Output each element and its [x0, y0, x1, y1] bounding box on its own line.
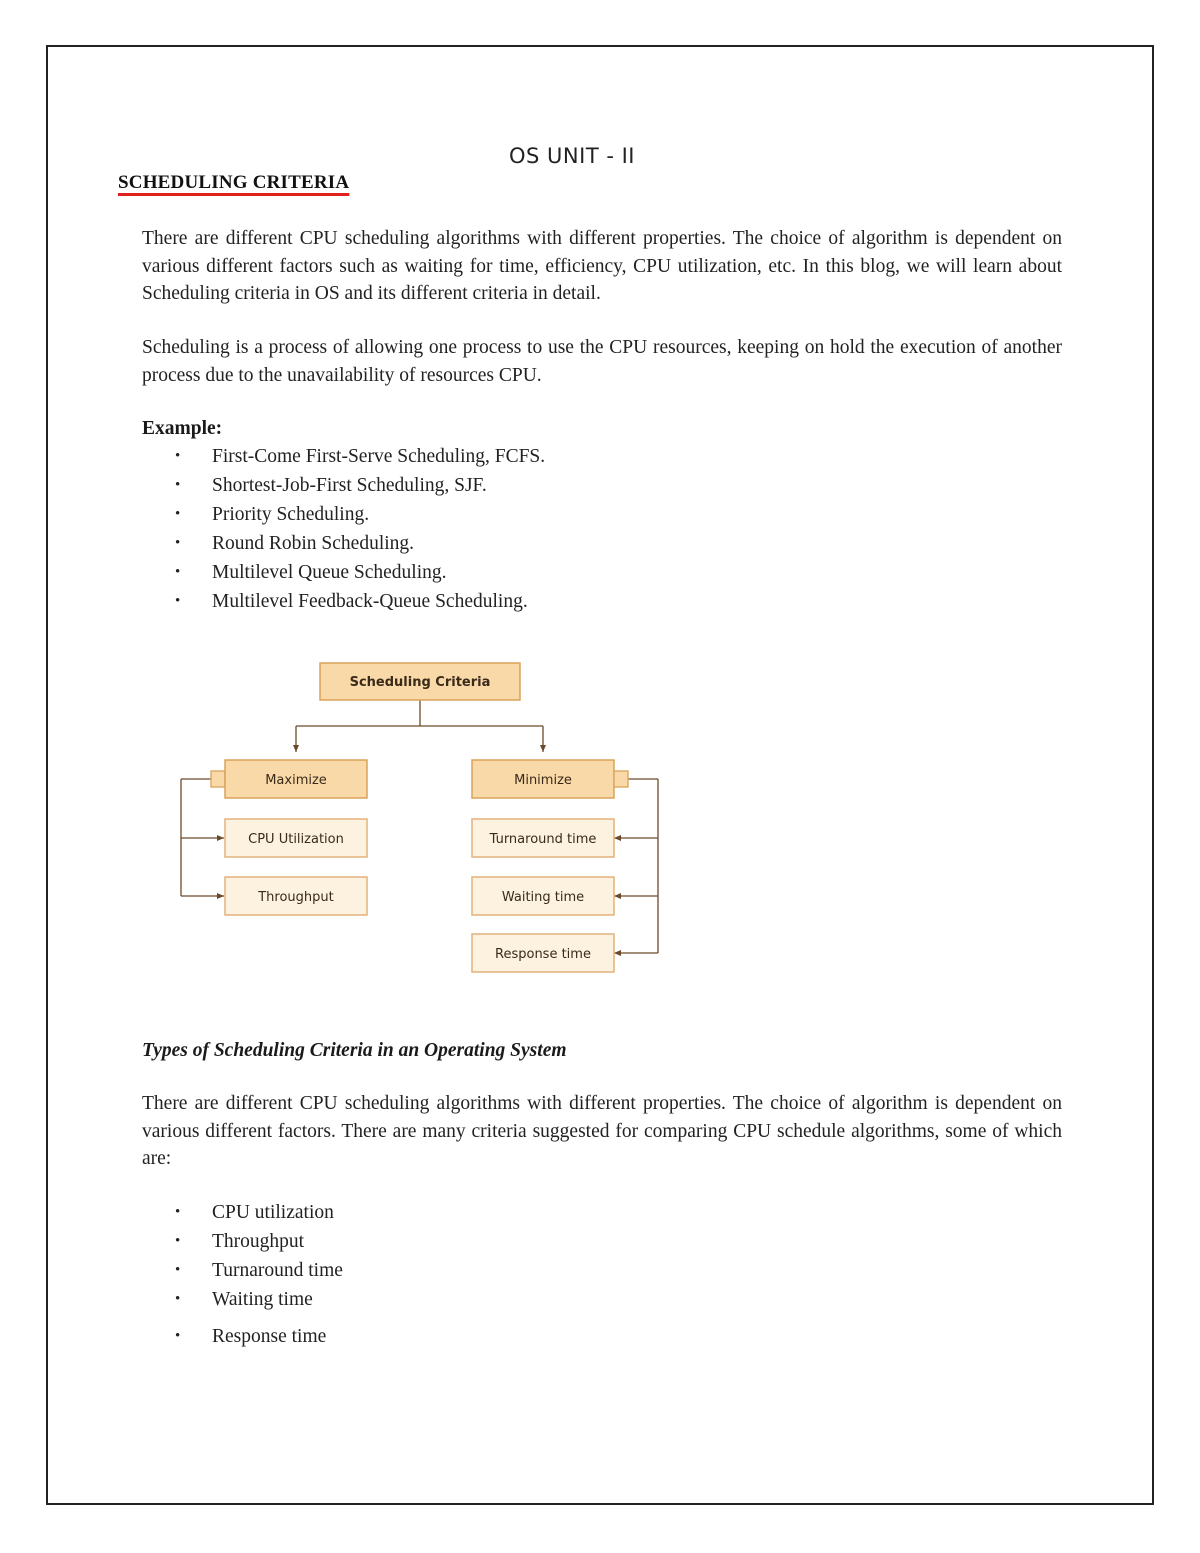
bullet-icon: • [175, 1233, 181, 1249]
list-item: • Shortest-Job-First Scheduling, SJF. [142, 471, 545, 500]
minimize-node-label: Minimize [514, 773, 572, 788]
list-item: • First-Come First-Serve Scheduling, FCFS. [142, 442, 545, 471]
bullet-icon: • [175, 1291, 181, 1307]
types-heading: Types of Scheduling Criteria in an Operating System [142, 1040, 567, 1061]
list-item: • Response time [142, 1322, 343, 1351]
example-label: Example: [142, 418, 223, 439]
bullet-icon: • [175, 564, 181, 580]
list-item: • Round Robin Scheduling. [142, 529, 545, 558]
unit-title: OS UNIT - II [509, 144, 635, 168]
bullet-icon: • [175, 1328, 181, 1344]
maximize-node-label: Maximize [265, 773, 327, 788]
list-item: • CPU utilization [142, 1198, 343, 1227]
types-paragraph: There are different CPU scheduling algorithms with different properties. The choice of algorithm is dependent on various different factors. There are many criteria suggested for comparing CPU schedule algorithms, some of which are: [142, 1093, 1062, 1169]
maximize-tab [211, 771, 225, 787]
bullet-icon: • [175, 535, 181, 551]
list-item: • Turnaround time [142, 1256, 343, 1285]
waiting-time-label: Waiting time [501, 890, 585, 905]
section-heading: SCHEDULING CRITERIA [118, 172, 350, 193]
minimize-tab [614, 771, 628, 787]
bullet-icon: • [175, 1262, 181, 1278]
throughput-label: Throughput [258, 890, 334, 905]
list-item: • Multilevel Queue Scheduling. [142, 558, 545, 587]
intro-paragraph-2: Scheduling is a process of allowing one process to use the CPU resources, keeping on hold the execution of another process due to the unavailability of resources CPU. [142, 337, 1062, 386]
bullet-icon: • [175, 1204, 181, 1220]
list-item: • Throughput [142, 1227, 343, 1256]
list-item: • Priority Scheduling. [142, 500, 545, 529]
bullet-icon: • [175, 448, 181, 464]
scheduling-criteria-diagram [178, 660, 668, 980]
root-node-label: Scheduling Criteria [349, 675, 491, 690]
criteria-list [142, 1198, 343, 1351]
list-item: • Waiting time [142, 1285, 343, 1314]
turnaround-time-label: Turnaround time [489, 832, 597, 847]
response-time-label: Response time [495, 947, 591, 962]
bullet-icon: • [175, 593, 181, 609]
list-item: • Multilevel Feedback-Queue Scheduling. [142, 587, 545, 616]
bullet-icon: • [175, 477, 181, 493]
intro-paragraph-1: There are different CPU scheduling algorithms with different properties. The choice of algorithm is dependent on various different factors such as waiting for time, efficiency, CPU utilization, etc. In this blog, we will learn about Scheduling criteria in OS and its different criteria in detail. [142, 228, 1062, 304]
example-list [142, 442, 545, 616]
bullet-icon: • [175, 506, 181, 522]
cpu-utilization-label: CPU Utilization [248, 832, 344, 847]
